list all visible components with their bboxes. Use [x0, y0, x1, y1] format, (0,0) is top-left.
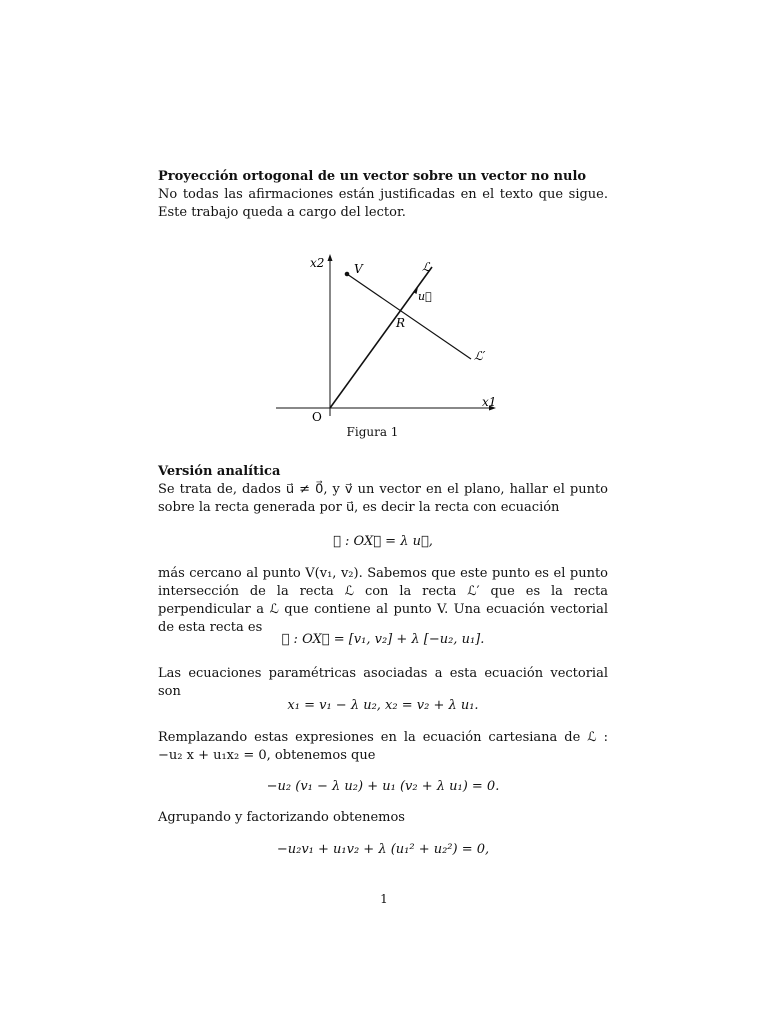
x2-label: x2	[310, 256, 325, 270]
x1-label: x1	[482, 395, 497, 409]
line-l	[330, 267, 432, 408]
paragraph-5: Agrupando y factorizando obtenemos	[158, 810, 405, 825]
figure-caption: Figura 1	[346, 425, 399, 439]
paragraph-2: más cercano al punto V(v₁, v₂). Sabemos que este punto es el punto intersección de la recta ℒ con la recta ℒ′ que es la recta perpendicular a ℒ que contiene al punto V. Una ecuación vectorial de esta recta es	[158, 566, 608, 635]
origin-label: O	[312, 410, 322, 424]
intro-paragraph: No todas las afirmaciones están justificadas en el texto que sigue. Este trabajo queda a cargo del lector.	[158, 187, 608, 220]
figure-1	[270, 250, 510, 430]
line-l-label: ℒ	[422, 260, 431, 274]
point-v-label: V	[354, 262, 363, 276]
equation-2: ℒ : OX⃗ = [v₁, v₂] + λ [−u₂, u₁].	[281, 632, 485, 647]
equation-5: −u₂v₁ + u₁v₂ + λ (u₁² + u₂²) = 0,	[276, 842, 490, 857]
section-title: Versión analítica	[158, 464, 281, 479]
paragraph-1: Se trata de, dados u⃗ ≠ 0⃗, y v⃗ un vector en el plano, hallar el punto sobre la recta generada por u⃗, es decir la recta con ecuación	[158, 482, 608, 515]
paragraph-4: Remplazando estas expresiones en la ecuación cartesiana de ℒ : −u₂ x + u₁x₂ = 0, obtenemos que	[158, 730, 608, 763]
equation-3: x₁ = v₁ − λ u₂, x₂ = v₂ + λ u₁.	[287, 698, 479, 713]
line-l-prime	[347, 274, 471, 359]
equation-1: ℒ : OX⃗ = λ u⃗,	[333, 534, 433, 549]
section-2-head	[158, 463, 608, 517]
section-title: Proyección ortogonal de un vector sobre un vector no nulo	[158, 169, 587, 184]
point-v	[345, 272, 350, 277]
point-r-label: R	[396, 316, 406, 330]
line-l-prime-label: ℒ′	[474, 349, 486, 363]
page-number: 1	[380, 892, 388, 906]
section-1	[158, 168, 608, 222]
paragraph-3: Las ecuaciones paramétricas asociadas a esta ecuación vectorial son	[158, 666, 608, 699]
x2-axis-arrow	[328, 254, 333, 261]
equation-4: −u₂ (v₁ − λ u₂) + u₁ (v₂ + λ u₁) = 0.	[266, 779, 500, 794]
vector-u-label: u⃗	[418, 290, 432, 303]
